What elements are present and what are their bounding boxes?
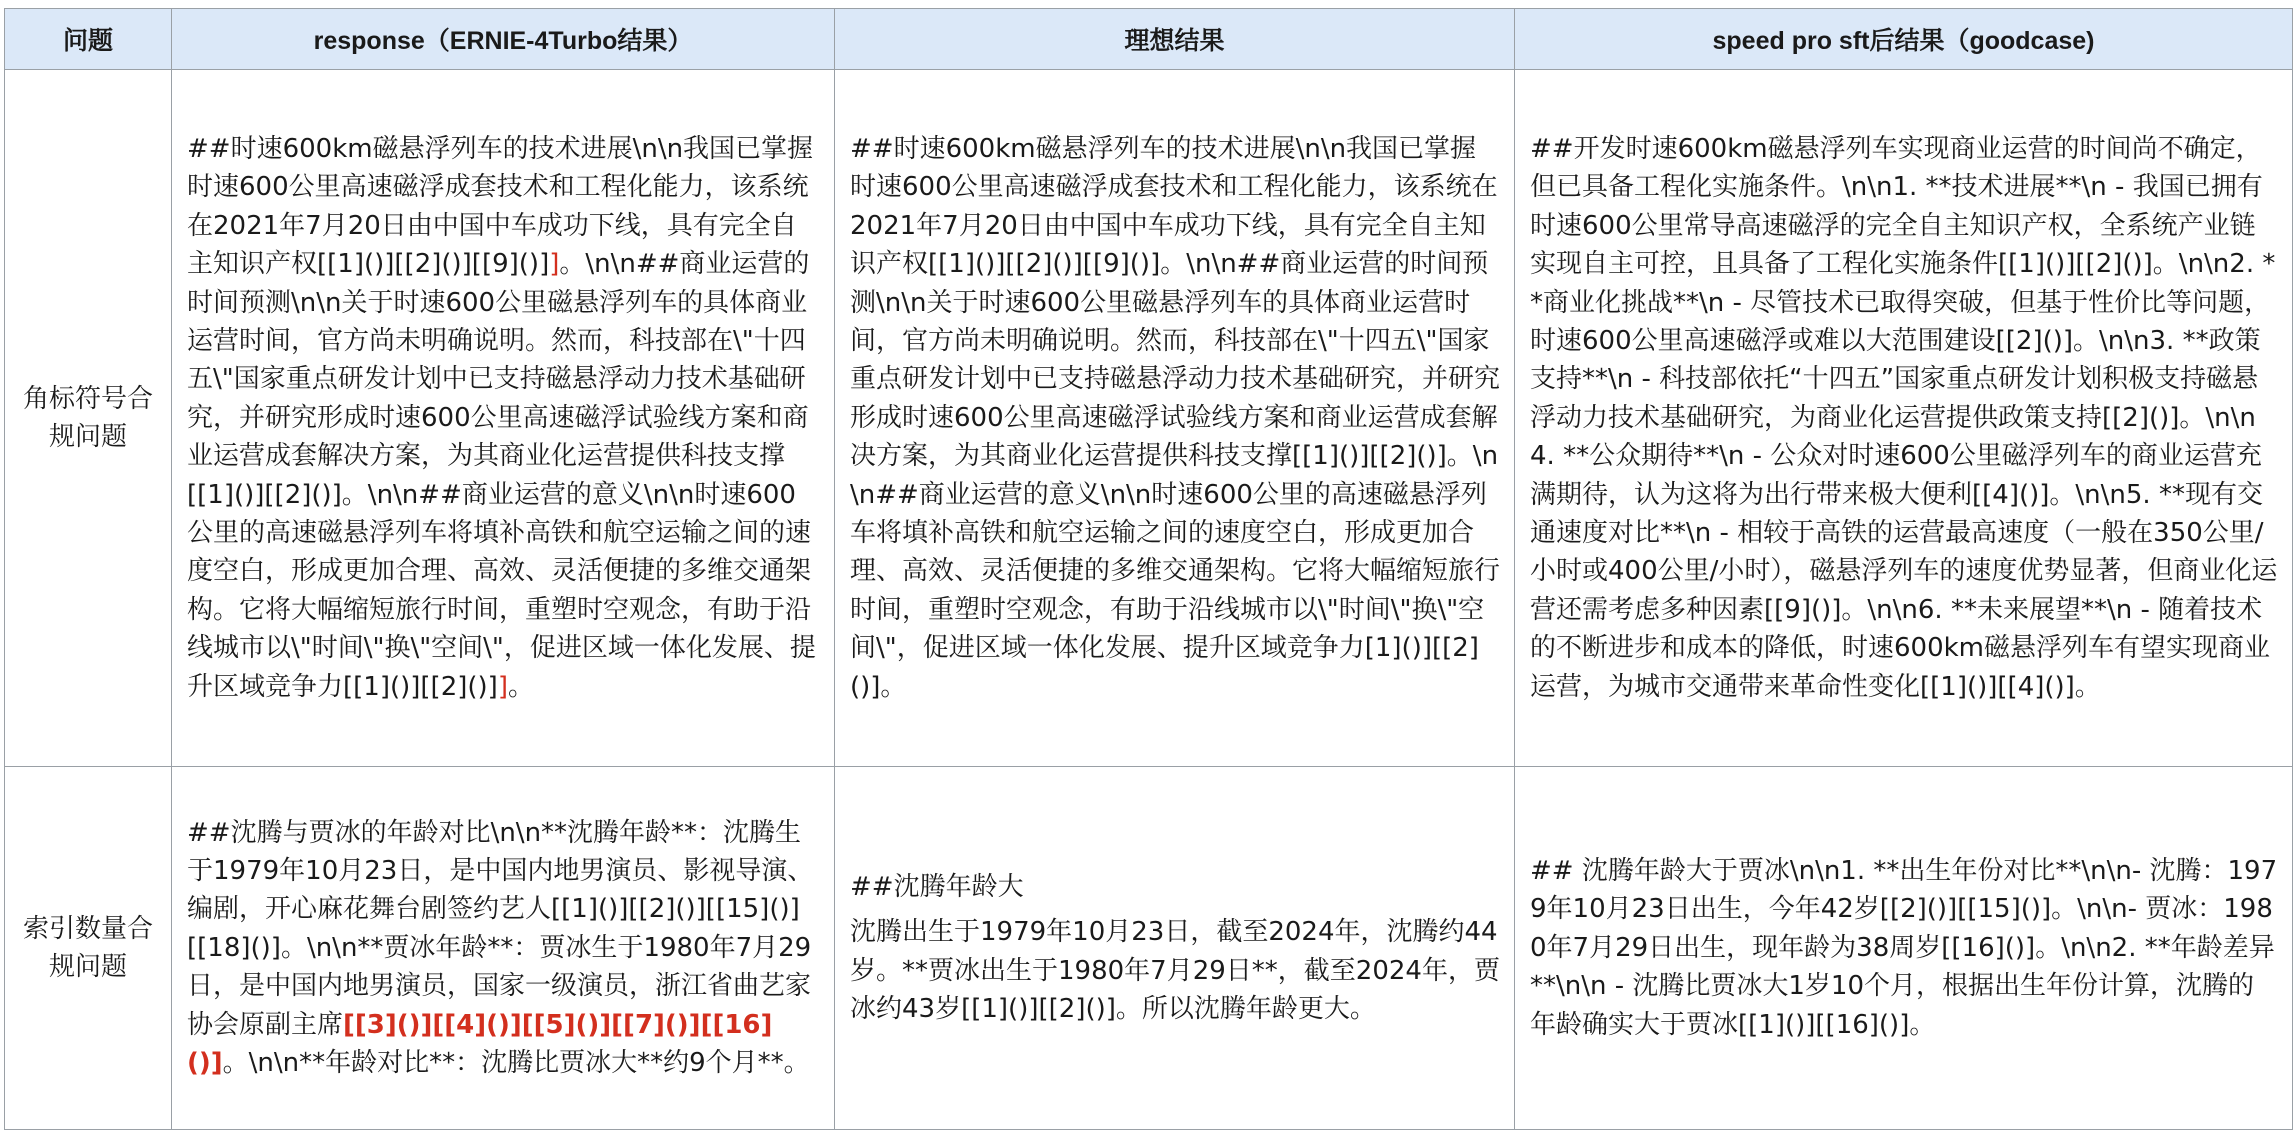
response-cell xyxy=(172,767,835,1130)
speed-pro-cell xyxy=(1515,70,2293,767)
response-text: 。\n\n**年龄对比**：沈腾比贾冰大**约9个月**。 xyxy=(222,1048,810,1079)
row-question-cell xyxy=(5,767,172,1130)
ideal-text: 沈腾出生于1979年10月23日，截至2024年，沈腾约44岁。**贾冰出生于1980年7月29日**，截至2024年，贾冰约43岁[[1]()][[2]()]。所以沈腾年龄更大。 xyxy=(850,917,1500,1024)
response-text: ##沈腾与贾冰的年龄对比\n\n**沈腾年龄**：沈腾生于1979年10月23日，是中国内地男演员、影视导演、编剧，开心麻花舞台剧签约艺人[[1]()][[2]()][[15]()][[18]()]。\n\n**贾冰年龄**：贾冰生于1980年7月29日，是中国内地男演员，国家一级演员，浙江省曲艺家协会原副主席 xyxy=(187,817,814,1040)
speed-pro-text: ## 沈腾年龄大于贾冰\n\n1. **出生年份对比**\n\n- 沈腾：1979年10月23日出生，今年42岁[[2]()][[15]()]。\n\n- 贾冰：1980年7月29日出生，现年龄为38周岁[[16]()]。\n\n2. **年龄差异**\n\n - 沈腾比贾冰大1岁10个月，根据出生年份计算，沈腾的年龄确实大于贾冰[[1]()][[16]()]。 xyxy=(1530,855,2278,1040)
response-text: 。\n\n##商业运营的时间预测\n\n关于时速600公里磁悬浮列车的具体商业运营时间，官方尚未明确说明。然而，科技部在\"十四五\"国家重点研发计划中已支持磁悬浮动力技术基础研究，并研究形成时速600公里高速磁浮试验线方案和商业运营成套解决方案，为其商业化运营提供科技支撑[[1]()][[2]()]。\n\n##商业运营的意义\n\n时速600公里的高速磁悬浮列车将填补高铁和航空运输之间的速度空白，形成更加合理、高效、灵活便捷的多维交通架构。它将大幅缩短旅行时间，重塑时空观念，有助于沿线城市以\"时间\"换\"空间\"，促进区域一体化发展、提升区域竞争力[[1]()][[2]()] xyxy=(187,249,816,702)
speed-pro-cell xyxy=(1515,767,2293,1130)
highlighted-bracket: ] xyxy=(497,671,508,702)
table-row xyxy=(5,70,2293,767)
row-question-text: 索引数量合规问题 xyxy=(22,913,153,982)
response-cell xyxy=(172,70,835,767)
ideal-cell xyxy=(835,70,1515,767)
table-row xyxy=(5,767,2293,1130)
table-header-row xyxy=(5,9,2293,70)
ideal-cell xyxy=(835,767,1515,1130)
speed-pro-text: ##开发时速600km磁悬浮列车实现商业运营的时间尚不确定，但已具备工程化实施条件。\n\n1. **技术进展**\n - 我国已拥有时速600公里常导高速磁浮的完全自主知识产权，全系统产业链实现自主可控，且具备了工程化实施条件[[1]()][[2]()]。\n\n2. **商业化挑战**\n - 尽管技术已取得突破，但基于性价比等问题，时速600公里高速磁浮或难以大范围建设[[2]()]。\n\n3. **政策支持**\n - 科技部依托“十四五”国家重点研发计划积极支持磁悬浮动力技术基础研究，为商业化运营提供政策支持[[2]()]。\n\n4. **公众期待**\n - 公众对时速600公里磁浮列车的商业运营充满期待，认为这将为出行带来极大便利[[4]()]。\n\n5. **现有交通速度对比**\n - 相较于高铁的运营最高速度（一般在350公里/小时或400公里/小时），磁悬浮列车的速度优势显著，但商业化运营还需考虑多种因素[[9]()]。\n\n6. **未来展望**\n - 随着技术的不断进步和成本的降低，时速600km磁悬浮列车有望实现商业运营，为城市交通带来革命性变化[[1]()][[4]()]。 xyxy=(1530,133,2278,702)
header-question: 问题 xyxy=(5,9,172,70)
highlighted-citations: [[3]()][[4]()][[5]()][[7]()][[16]()] xyxy=(187,1009,773,1079)
ideal-heading: ##沈腾年龄大 xyxy=(850,871,1024,902)
response-text: 。 xyxy=(507,671,534,702)
header-response: response（ERNIE-4Turbo结果） xyxy=(172,9,835,70)
comparison-table-container xyxy=(4,8,2292,1128)
highlighted-bracket: ] xyxy=(549,249,560,280)
response-text: ##时速600km磁悬浮列车的技术进展\n\n我国已掌握时速600公里高速磁浮成套技术和工程化能力，该系统在2021年7月20日由中国中车成功下线，具有完全自主知识产权[[1]()][[2]()][[9]()] xyxy=(187,133,814,280)
row-question-text: 角标符号合规问题 xyxy=(22,383,153,452)
comparison-table xyxy=(4,8,2293,1130)
ideal-text: ##时速600km磁悬浮列车的技术进展\n\n我国已掌握时速600公里高速磁浮成套技术和工程化能力，该系统在2021年7月20日由中国中车成功下线，具有完全自主知识产权[[1]()][[2]()][[9]()]。\n\n##商业运营的时间预测\n\n关于时速600公里磁悬浮列车的具体商业运营时间，官方尚未明确说明。然而，科技部在\"十四五\"国家重点研发计划中已支持磁悬浮动力技术基础研究，并研究形成时速600公里高速磁浮试验线方案和商业运营成套解决方案，为其商业化运营提供科技支撑[[1]()][[2]()]。\n\n##商业运营的意义\n\n时速600公里的高速磁悬浮列车将填补高铁和航空运输之间的速度空白，形成更加合理、高效、灵活便捷的多维交通架构。它将大幅缩短旅行时间，重塑时空观念，有助于沿线城市以\"时间\"换\"空间\"，促进区域一体化发展、提升区域竞争力[1]()][[2]()]。 xyxy=(850,133,1501,702)
row-question-cell xyxy=(5,70,172,767)
header-ideal: 理想结果 xyxy=(835,9,1515,70)
header-speed-pro: speed pro sft后结果（goodcase) xyxy=(1515,9,2293,70)
